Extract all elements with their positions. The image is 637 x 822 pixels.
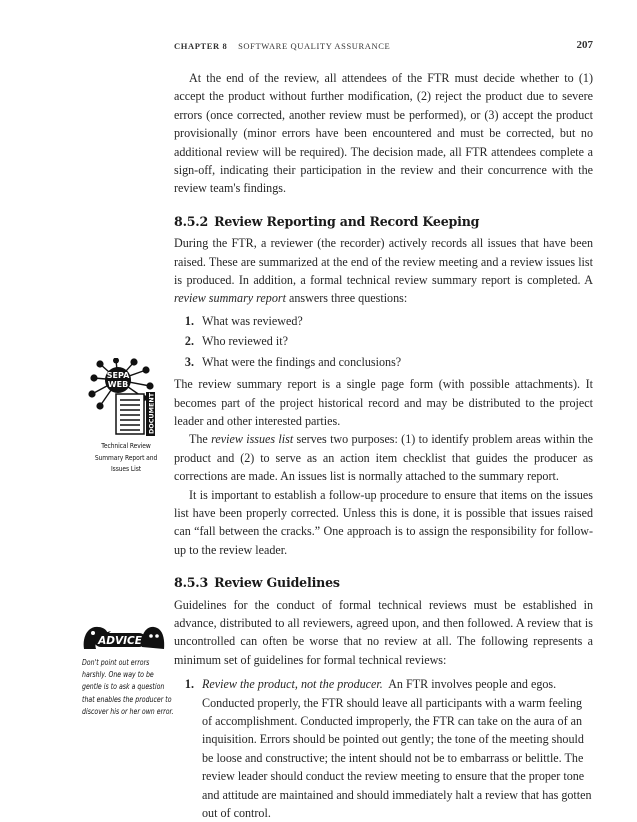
running-header	[174, 41, 593, 55]
list-item	[174, 312, 593, 330]
webref-caption: Technical Review Summary Report and Issues List	[94, 441, 158, 473]
section-heading-8-5-3	[174, 574, 593, 592]
list-number: 2.	[184, 334, 194, 349]
paragraph	[174, 430, 593, 485]
questions-list	[174, 312, 593, 371]
emphasis-term: review summary report	[174, 291, 286, 306]
section-number: 8.5.3	[174, 575, 209, 591]
paragraph: It is important to establish a follow-up procedure to ensure that items on the issues list have been properly corrected. Unless this is done, it is possible that issues raised can “fall between the cracks.” One approach is to assign the responsibility for follow-up to the review leader.	[174, 487, 593, 557]
list-number: 3.	[184, 354, 194, 369]
text-run: The	[189, 432, 212, 447]
paragraph: Guidelines for the conduct of formal technical reviews must be established in advance, distributed to all reviewers, agreed upon, and then followed. A review that is uncontrolled can often be worse that no review at all. The following represents a minimum set of guidelines for formal technical reviews:	[174, 597, 593, 667]
emphasis-term: review issues list	[211, 432, 294, 447]
guideline-body: An FTR involves people and egos. Conducted properly, the FTR should leave all participants with a warm feeling of accomplishment. Conducted improperly, the FTR can take on the aura of an inquisition. Errors should be pointed out gently; the tone of the meeting should be loose and constructive; the intent should not be to embarrass or belittle. The review leader should conduct the review meeting to ensure that the proper tone and attitude are maintained and should immediately halt a review that has gotten out of control.	[202, 677, 595, 821]
chapter-label: CHAPTER 8	[174, 41, 228, 51]
advice-ghosts-icon	[80, 623, 166, 651]
list-number: 1.	[184, 677, 194, 692]
section-title: Review Guidelines	[214, 575, 340, 591]
paragraph: The review summary report is a single page form (with possible attachments). It becomes part of the project historical record and may be distributed to the project leader and other interested parties.	[174, 377, 593, 428]
paragraph	[174, 234, 593, 308]
advice-margin-note	[80, 623, 172, 718]
advice-text: Don't point out errors harshly. One way to be gentle is to ask a question that enables the producer to discover his or her own error.	[82, 658, 174, 716]
chapter-title: SOFTWARE QUALITY ASSURANCE	[238, 41, 391, 51]
sepa-web-document-icon	[86, 358, 166, 438]
page-number: 207	[576, 39, 593, 51]
badge-text: WEB	[107, 380, 129, 389]
list-text: What was reviewed?	[202, 313, 303, 328]
webref-margin-note	[78, 358, 174, 475]
text-run: During the FTR, a reviewer (the recorder) actively records all issues that have been raised. These are summarized at the end of the review meeting and a review issues list is produced. In addition, a formal technical review summary report is completed. A	[174, 236, 593, 288]
section-title: Review Reporting and Record Keeping	[214, 213, 480, 229]
section-heading-8-5-2	[174, 213, 593, 231]
section-number: 8.5.2	[174, 213, 209, 229]
advice-label: ADVICE	[98, 635, 142, 647]
guideline-title: Review the product, not the producer.	[202, 677, 383, 692]
text-run: answers three questions:	[285, 291, 408, 306]
badge-text: SEPA	[106, 371, 130, 380]
list-item	[174, 353, 593, 371]
page-body	[174, 69, 593, 822]
document-label: DOCUMENT	[147, 392, 156, 434]
list-text: What were the findings and conclusions?	[202, 354, 402, 369]
text-run: serves two purposes: (1) to identify problem areas within the product and (2) to serve as an action item checklist that guides the producer as corrections are made. An issues list is normally attached to the summary report.	[174, 432, 594, 484]
list-number: 1.	[184, 313, 194, 328]
list-item	[174, 332, 593, 350]
intro-paragraph: At the end of the review, all attendees of the FTR must decide whether to (1) accept the product without further modification, (2) reject the product due to severe errors (once corrected, another review must be performed), or (3) accept the product provisionally (minor errors have been encountered and must be corrected, but no additional review will be required). The decision made, all FTR attendees complete a sign-off, indicating their participation in the review and their concurrence with the review team's findings.	[174, 71, 593, 196]
list-text: Who reviewed it?	[202, 334, 288, 349]
